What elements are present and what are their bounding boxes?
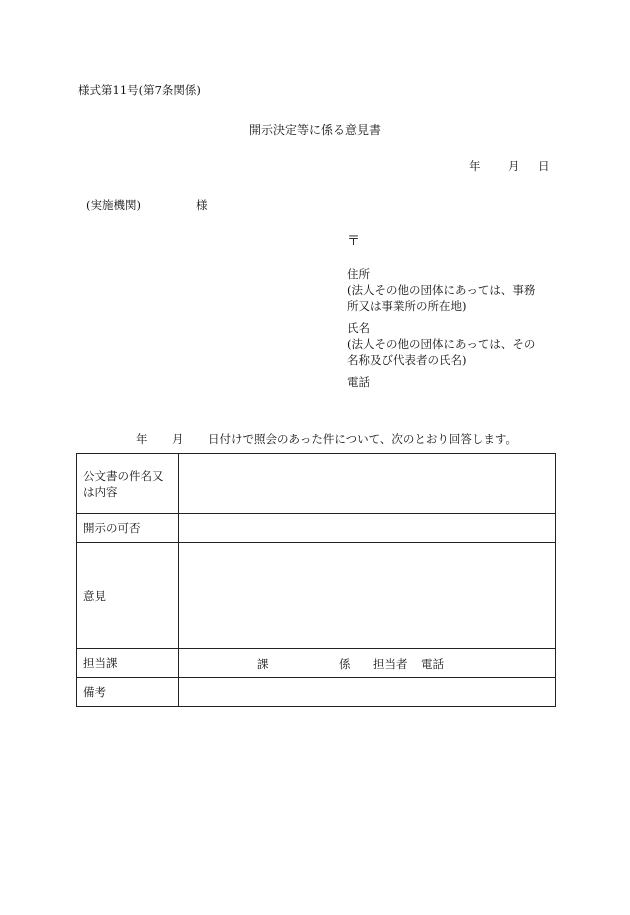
postal-mark: 〒 xyxy=(347,234,361,249)
staff-division-label: 課 xyxy=(257,657,269,671)
table-row-staff xyxy=(77,649,556,678)
table-row-subject xyxy=(77,454,556,514)
sender-block xyxy=(347,234,557,390)
subject-field[interactable] xyxy=(179,454,556,514)
name-note-line-1: (法人その他の団体にあっては、その xyxy=(347,337,536,351)
staff-field[interactable] xyxy=(179,649,556,678)
disclosure-field[interactable] xyxy=(179,514,556,543)
staff-label: 担当課 xyxy=(77,649,179,678)
phone-label: 電話 xyxy=(347,375,370,389)
address-note-line-1: (法人その他の団体にあっては、事務 xyxy=(347,283,536,297)
subject-label xyxy=(77,454,179,514)
subject-label-line-1: 公文書の件名又 xyxy=(83,468,164,483)
form-number: 様式第11号(第7条関係) xyxy=(78,83,201,97)
response-table xyxy=(76,453,556,707)
remarks-label: 備考 xyxy=(77,678,179,707)
name-label: 氏名 xyxy=(347,321,370,335)
table-row-disclosure xyxy=(77,514,556,543)
addressee-label: (実施機関) xyxy=(86,198,141,212)
staff-section-label: 係 xyxy=(339,657,351,671)
reply-year: 年 xyxy=(136,432,148,446)
addressee-honorific: 様 xyxy=(196,198,208,212)
disclosure-label: 開示の可否 xyxy=(77,514,179,543)
staff-phone-label: 電話 xyxy=(421,657,444,671)
table-row-opinion xyxy=(77,543,556,649)
date-day: 日 xyxy=(538,159,550,173)
address-label: 住所 xyxy=(347,267,370,281)
reply-text: 日付けで照会のあった件について、次のとおり回答します。 xyxy=(208,432,518,446)
name-note-line-2: 名称及び代表者の氏名) xyxy=(347,353,467,367)
document-title: 開示決定等に係る意見書 xyxy=(248,123,381,137)
reply-month: 月 xyxy=(172,432,184,446)
remarks-field[interactable] xyxy=(179,678,556,707)
opinion-label: 意見 xyxy=(77,543,179,649)
date-month: 月 xyxy=(508,159,520,173)
table-row-remarks xyxy=(77,678,556,707)
staff-person-label: 担当者 xyxy=(373,657,408,671)
opinion-field[interactable] xyxy=(179,543,556,649)
address-note-line-2: 所又は事業所の所在地) xyxy=(347,299,467,313)
subject-label-line-2: は内容 xyxy=(83,484,118,499)
date-year: 年 xyxy=(469,159,481,173)
